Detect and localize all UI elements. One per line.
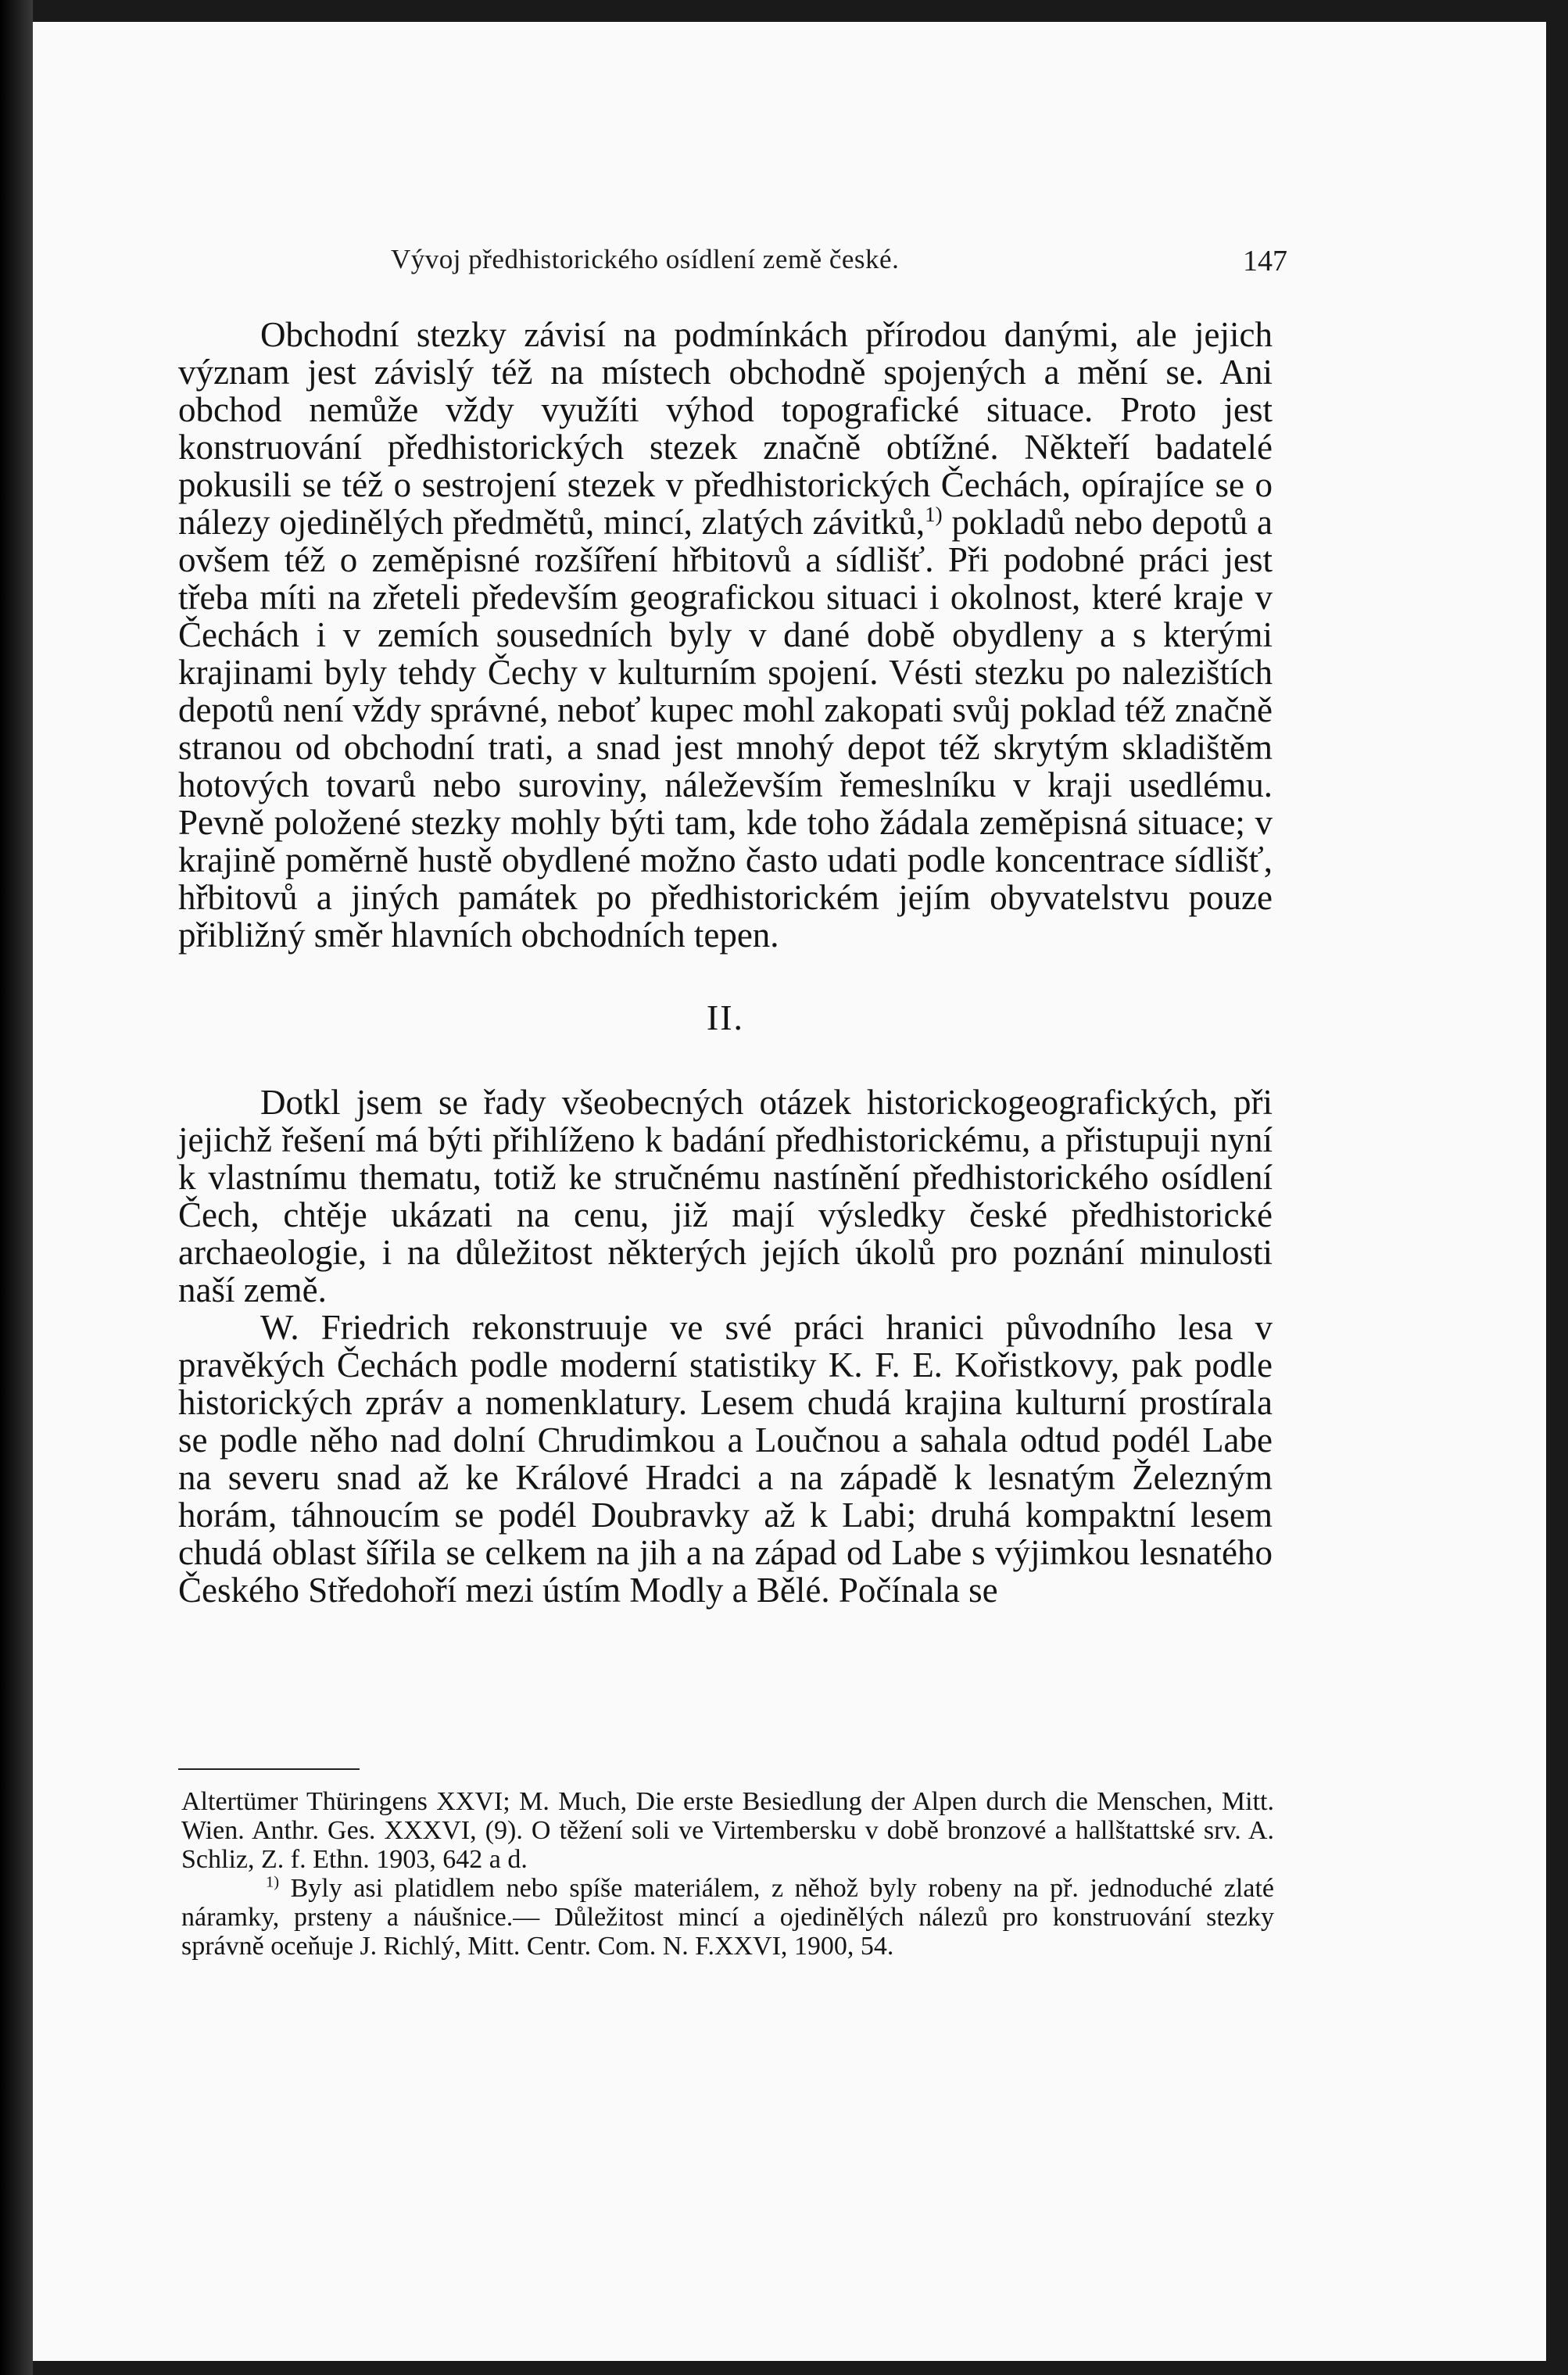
paragraph-friedrich-forest: W. Friedrich rekonstruuje ve své práci hranici původního lesa v pravěkých Čechách podle moderní statistiky K. F. E. Kořistkovy, pak podle historických zpráv a nomenklatury. Lesem chudá krajina kulturní prostírala se podle něho nad dolní Chrudimkou a Loučnou a sahala odtud podél Labe na severu snad až ke Králové Hradci a na západě k lesnatým Železným horám, táhnoucím se podél Doubravky až k Labi; druhá kompaktní lesem chudá oblast šířila se celkem na jih a na západ od Labe s výjimkou lesnatého Českého Středohoří mezi ústím Modly a Bělé. Počínala se: [178, 1308, 1273, 1610]
footnote-reference-1: 1): [925, 503, 943, 526]
footnote-1: [181, 1874, 1274, 1961]
paragraph-trade-routes: [178, 316, 1273, 954]
main-text: [178, 316, 1273, 1609]
page-number: 147: [1243, 245, 1287, 278]
running-header: Vývoj předhistorického osídlení země české.: [391, 244, 900, 274]
footnote-1-marker: 1): [266, 1873, 279, 1891]
section-heading: II.: [706, 998, 745, 1037]
footnote-continued: Altertümer Thüringens XXVI; M. Much, Die erste Besiedlung der Alpen durch die Menschen, Mitt. Wien. Anthr. Ges. XXXVI, (9). O těžení soli ve Virtembersku v době bronzové a hallštattské srv. A. Schliz, Z. f. Ethn. 1903, 642 a d.: [181, 1787, 1274, 1874]
footnotes: [181, 1787, 1274, 1961]
footnote-separator: [178, 1768, 360, 1770]
paragraph-historical-questions: Dotkl jsem se řady všeobecných otázek historickogeografických, při jejichž řešení má býti přihlíženo k badání předhistorickému, a přistupuji nyní k vlastnímu thematu, totiž ke stručnému nastínění předhistorického osídlení Čech, chtěje ukázati na cenu, již mají výsledky české předhistorické archaeologie, i na důležitost některých jejích úkolů pro poznání minulosti naší země.: [178, 1083, 1273, 1309]
paragraph-1-text: Obchodní stezky závisí na podmínkách přírodou danými, ale jejich význam jest závislý též na místech obchodně spojených a mění se. Ani obchod nemůže vždy využíti výhod topografické situace. Proto jest konstruování předhistorických stezek značně obtížné. Někteří badatelé pokusili se též o sestrojení stezek v předhistorických Čechách, opírajíce se o nálezy ojedinělých předmětů, mincí, zlatých závitků,: [178, 315, 1273, 542]
footnote-1-text: Byly asi platidlem nebo spíše materiálem, z něhož byly robeny na př. jednoduché zlaté náramky, prsteny a náušnice.— Důležitost mincí a ojedinělých nálezů pro konstruování stezky správně oceňuje J. Richlý, Mitt. Centr. Com. N. F.XXVI, 1900, 54.: [181, 1874, 1274, 1961]
paragraph-1-continuation: pokladů nebo depotů a ovšem též o zeměpisné rozšíření hřbitovů a sídlišť. Při podobné práci jest třeba míti na zřeteli především geografickou situaci i okolnost, které kraje v Čechách i v zemích sousedních byly v dané době obydleny a s kterými krajinami byly tehdy Čechy v kulturním spojení. Vésti stezku po nalezištích depotů není vždy správné, neboť kupec mohl zakopati svůj poklad též značně stranou od obchodní trati, a snad jest mnohý depot též skrytým skladištěm hotových tovarů nebo suroviny, náleževším řemeslníku v kraji usedlému. Pevně položené stezky mohly býti tam, kde toho žádala zeměpisná situace; v krajině poměrně hustě obydlené možno často udati podle koncentrace sídlišť, hřbitovů a jiných památek po předhistorickém jejím obyvatelstvu pouze přibližný směr hlavních obchodních tepen.: [178, 503, 1273, 955]
binding-shadow: [0, 0, 33, 2375]
